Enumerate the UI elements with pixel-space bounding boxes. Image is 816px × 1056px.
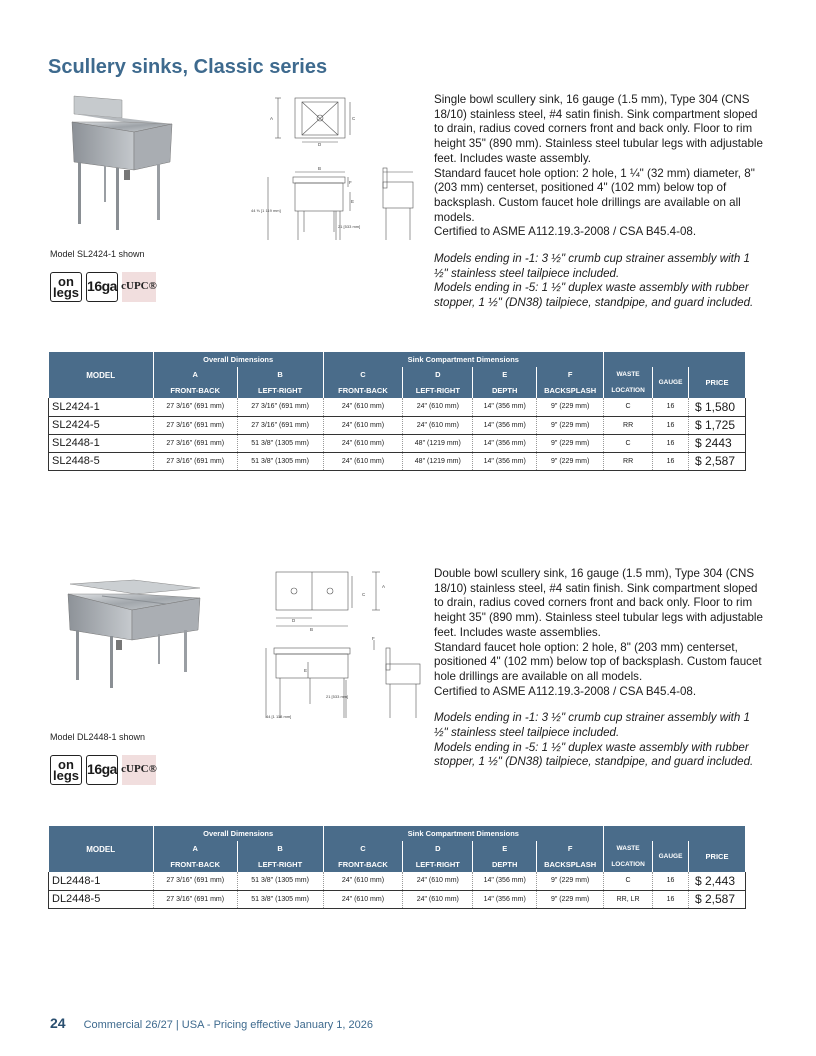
price-cell: $ 2,587 <box>688 890 745 908</box>
model-cell: DL2448-1 <box>49 872 154 890</box>
dim-label-f: F <box>372 636 375 641</box>
col-group-sink: Sink Compartment Dimensions <box>323 352 604 367</box>
col-c: C <box>323 841 403 856</box>
badge-on-text: on <box>58 273 74 289</box>
table-cell: 9" (229 mm) <box>537 452 604 470</box>
table-cell: 16 <box>653 872 689 890</box>
table-cell: 27 3/16" (691 mm) <box>153 872 237 890</box>
desc-faucet: Standard faucet hole option: 2 hole, 8" (203 mm) centerset, positioned 4" (102 mm) below top of backsplash. Custom faucet hole drillings are available on all models. <box>434 640 762 683</box>
col-e: E <box>473 841 537 856</box>
spec-table-single <box>48 352 746 471</box>
col-c-sub: FRONT-BACK <box>323 382 403 398</box>
table-cell: 9" (229 mm) <box>537 890 604 908</box>
table-cell: 16 <box>653 452 689 470</box>
table-cell: 24" (610 mm) <box>323 452 403 470</box>
table-cell: 48" (1219 mm) <box>403 452 473 470</box>
dim-label-a: A <box>382 584 386 589</box>
table-cell: 27 3/16" (691 mm) <box>237 398 323 416</box>
table-cell: 24" (610 mm) <box>323 416 403 434</box>
badge-on-text: on <box>58 756 74 772</box>
col-waste: WASTE <box>604 841 653 856</box>
table-row <box>49 398 746 416</box>
certification-badges <box>50 272 156 302</box>
table-cell: 9" (229 mm) <box>537 416 604 434</box>
spec-table-double <box>48 826 746 909</box>
page-title: Scullery sinks, Classic series <box>48 56 328 78</box>
dim-label-e: E <box>304 668 308 673</box>
desc-model-1: Models ending in -1: 3 ½" crumb cup strainer assembly with 1 ½" stainless steel tailpiece included. <box>434 252 751 280</box>
table-cell: RR <box>604 416 653 434</box>
desc-certification: Certified to ASME A112.19.3-2008 / CSA B45.4-08. <box>434 225 697 239</box>
footer-text: Commercial 26/27 | USA - Pricing effective January 1, 2026 <box>83 1019 373 1031</box>
price-cell: $ 2443 <box>688 434 745 452</box>
col-d: D <box>403 367 473 382</box>
gauge-badge: 16ga <box>86 272 118 302</box>
table-cell: 24" (610 mm) <box>323 890 403 908</box>
table-cell: 24" (610 mm) <box>403 398 473 416</box>
table-cell: C <box>604 398 653 416</box>
col-d-sub: LEFT-RIGHT <box>403 382 473 398</box>
desc-faucet: Standard faucet hole option: 2 hole, 1 ¼" (32 mm) diameter, 8" (203 mm) centerset, positioned 4" (102 mm) below top of backsplash. Custom faucet hole drillings are available on all models. <box>434 166 755 224</box>
model-cell: SL2448-5 <box>49 452 154 470</box>
col-a-sub: FRONT-BACK <box>153 856 237 872</box>
col-e-sub: DEPTH <box>473 382 537 398</box>
col-d-sub: LEFT-RIGHT <box>403 856 473 872</box>
table-cell: 9" (229 mm) <box>537 398 604 416</box>
table-cell: 48" (1219 mm) <box>403 434 473 452</box>
certification-badges <box>50 755 156 785</box>
col-f: F <box>537 841 604 856</box>
dim-label-e: E <box>351 199 355 204</box>
col-b-sub: LEFT-RIGHT <box>237 856 323 872</box>
dim-label-c: C <box>362 592 366 597</box>
col-a-sub: FRONT-BACK <box>153 382 237 398</box>
table-cell: RR <box>604 452 653 470</box>
on-legs-badge <box>50 755 82 785</box>
photo-caption: Model DL2448-1 shown <box>50 732 146 742</box>
table-cell: 24" (610 mm) <box>403 872 473 890</box>
photo-caption: Model SL2424-1 shown <box>50 249 145 259</box>
col-waste: WASTE <box>604 367 653 382</box>
price-cell: $ 1,580 <box>688 398 745 416</box>
col-waste-sub: LOCATION <box>604 856 653 872</box>
desc-model-1: Models ending in -1: 3 ½" crumb cup strainer assembly with 1 ½" stainless steel tailpiece included. <box>434 711 751 740</box>
col-b-sub: LEFT-RIGHT <box>237 382 323 398</box>
table-cell: 51 3/8" (1305 mm) <box>237 890 323 908</box>
table-cell: 16 <box>653 398 689 416</box>
col-group-sink: Sink Compartment Dimensions <box>323 826 604 841</box>
col-a: A <box>153 367 237 382</box>
price-cell: $ 1,725 <box>688 416 745 434</box>
model-cell: SL2424-5 <box>49 416 154 434</box>
col-price: PRICE <box>688 841 745 872</box>
table-cell: 9" (229 mm) <box>537 872 604 890</box>
table-cell: 51 3/8" (1305 mm) <box>237 434 323 452</box>
desc-certification: Certified to ASME A112.19.3-2008 / CSA B45.4-08. <box>434 684 697 698</box>
upc-logo: cUPC® <box>122 755 156 785</box>
col-e: E <box>473 367 537 382</box>
dimension-drawing-double <box>248 568 428 724</box>
table-cell: 27 3/16" (691 mm) <box>237 416 323 434</box>
dim-label-height: 44 [1 118 mm] <box>266 714 292 719</box>
table-row <box>49 452 746 470</box>
table-cell: 14" (356 mm) <box>473 872 537 890</box>
gauge-badge: 16ga <box>86 755 118 785</box>
table-cell: 16 <box>653 416 689 434</box>
table-cell: 14" (356 mm) <box>473 452 537 470</box>
table-cell: 14" (356 mm) <box>473 398 537 416</box>
col-gauge: GAUGE <box>653 841 689 872</box>
col-c-sub: FRONT-BACK <box>323 856 403 872</box>
sink-photo-single <box>64 92 176 232</box>
table-cell: 24" (610 mm) <box>323 872 403 890</box>
dim-label-b: B <box>318 166 322 171</box>
desc-construction: Double bowl scullery sink, 16 gauge (1.5 mm), Type 304 (CNS 18/10) stainless steel, #4 satin finish. Sink compartment sloped to drain, radius coved corners front and back only. Floor to rim height 35" (890 mm). Stainless steel tubular legs with adjustable feet. Includes waste assemblies. <box>434 567 763 639</box>
dim-label-a: A <box>270 116 274 121</box>
col-gauge: GAUGE <box>653 367 689 398</box>
col-b: B <box>237 841 323 856</box>
table-cell: 14" (356 mm) <box>473 416 537 434</box>
sink-photo-double <box>62 578 204 694</box>
table-cell: 27 3/16" (691 mm) <box>153 398 237 416</box>
table-cell: C <box>604 434 653 452</box>
table-cell: 24" (610 mm) <box>403 416 473 434</box>
dim-label-c: C <box>352 116 356 121</box>
price-cell: $ 2,443 <box>688 872 745 890</box>
on-legs-badge <box>50 272 82 302</box>
table-cell: 14" (356 mm) <box>473 890 537 908</box>
product-description-single <box>434 93 764 311</box>
col-f-sub: BACKSPLASH <box>537 856 604 872</box>
table-row <box>49 890 746 908</box>
table-cell: 16 <box>653 890 689 908</box>
dim-label-d: D <box>318 142 322 147</box>
table-row <box>49 416 746 434</box>
model-cell: SL2424-1 <box>49 398 154 416</box>
dim-label-rim: 21 [533 mm] <box>338 224 361 229</box>
table-row <box>49 434 746 452</box>
table-cell: C <box>604 872 653 890</box>
table-cell: 27 3/16" (691 mm) <box>153 452 237 470</box>
col-e-sub: DEPTH <box>473 856 537 872</box>
table-cell: 16 <box>653 434 689 452</box>
table-cell: 24" (610 mm) <box>323 434 403 452</box>
badge-legs-text: legs <box>52 285 79 300</box>
col-a: A <box>153 841 237 856</box>
page-footer <box>50 1015 373 1031</box>
dim-label-rim: 21 [533 mm] <box>326 694 349 699</box>
col-c: C <box>323 367 403 382</box>
col-d: D <box>403 841 473 856</box>
table-cell: 24" (610 mm) <box>403 890 473 908</box>
desc-model-5: Models ending in -5: 1 ½" duplex waste assembly with rubber stopper, 1 ½" (DN38) tailpiece, standpipe, and guard included. <box>434 740 754 769</box>
model-cell: DL2448-5 <box>49 890 154 908</box>
table-cell: 24" (610 mm) <box>323 398 403 416</box>
table-cell: 27 3/16" (691 mm) <box>153 890 237 908</box>
page-number: 24 <box>50 1015 66 1031</box>
desc-construction: Single bowl scullery sink, 16 gauge (1.5 mm), Type 304 (CNS 18/10) stainless steel, #4 satin finish. Sink compartment sloped to drain, radius coved corners front and back only. Floor to rim height 35" (890 mm). Stainless steel tubular legs with adjustable feet. Includes waste assembly. <box>434 93 763 165</box>
dim-label-height: 44 ⅜ [1 119 mm] <box>251 208 281 213</box>
table-cell: RR, LR <box>604 890 653 908</box>
col-model: MODEL <box>49 826 154 872</box>
table-cell: 27 3/16" (691 mm) <box>153 416 237 434</box>
col-price: PRICE <box>688 367 745 398</box>
product-description-double <box>434 567 764 770</box>
desc-model-5: Models ending in -5: 1 ½" duplex waste assembly with rubber stopper, 1 ½" (DN38) tailpiece, standpipe, and guard included. <box>434 281 754 310</box>
table-cell: 14" (356 mm) <box>473 434 537 452</box>
table-cell: 51 3/8" (1305 mm) <box>237 452 323 470</box>
col-f-sub: BACKSPLASH <box>537 382 604 398</box>
table-cell: 51 3/8" (1305 mm) <box>237 872 323 890</box>
col-group-overall: Overall Dimensions <box>153 352 323 367</box>
col-waste-sub: LOCATION <box>604 382 653 398</box>
col-b: B <box>237 367 323 382</box>
dim-label-b: B <box>310 627 314 632</box>
table-row <box>49 872 746 890</box>
price-cell: $ 2,587 <box>688 452 745 470</box>
col-group-overall: Overall Dimensions <box>153 826 323 841</box>
table-cell: 27 3/16" (691 mm) <box>153 434 237 452</box>
dim-label-f: F <box>349 180 352 185</box>
dimension-drawing-single <box>250 92 420 244</box>
col-model: MODEL <box>49 352 154 398</box>
upc-logo: cUPC® <box>122 272 156 302</box>
model-cell: SL2448-1 <box>49 434 154 452</box>
col-f: F <box>537 367 604 382</box>
table-cell: 9" (229 mm) <box>537 434 604 452</box>
badge-legs-text: legs <box>52 768 79 783</box>
dim-label-d: D <box>292 618 296 623</box>
